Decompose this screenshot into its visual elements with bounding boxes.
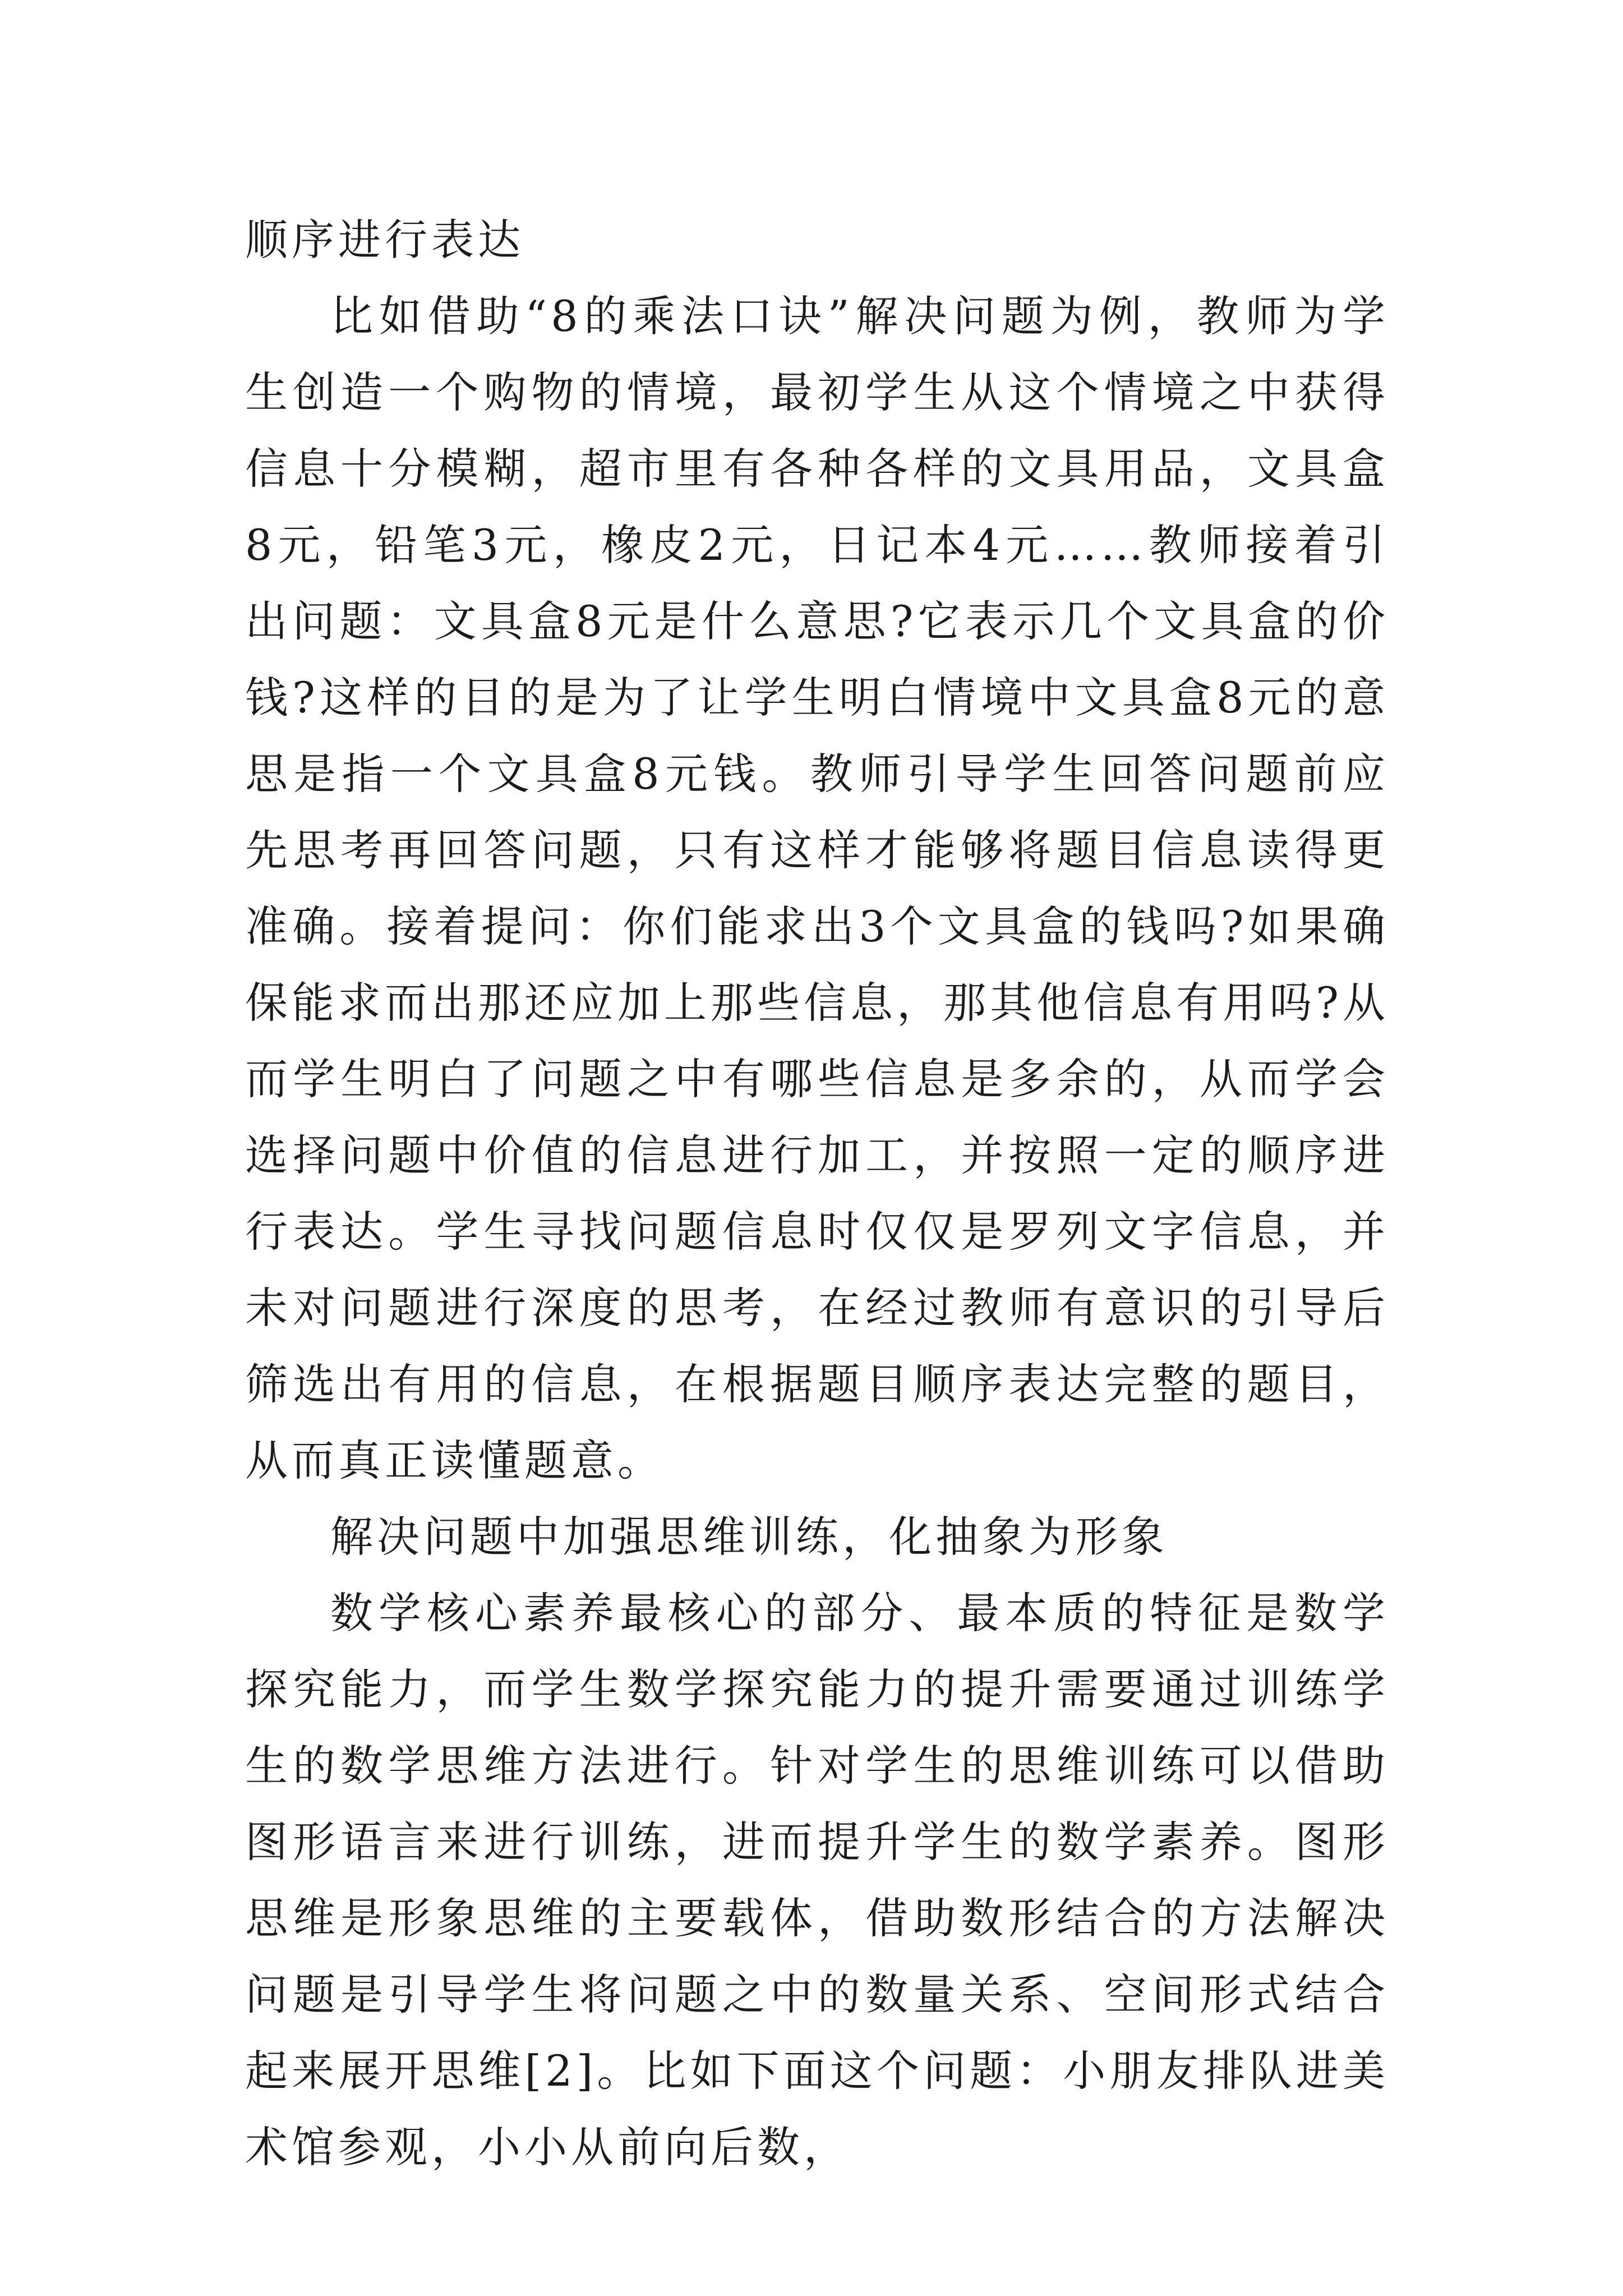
body-text	[245, 202, 1389, 2185]
paragraph-core-literacy: 数学核心素养最核心的部分、最本质的特征是数学探究能力，而学生数学探究能力的提升需要通过训练学生的数学思维方法进行。针对学生的思维训练可以借助图形语言来进行训练，进而提升学生的数学素养。图形思维是形象思维的主要载体，借助数形结合的方法解决问题是引导学生将问题之中的数量关系、空间形式结合起来展开思维[2]。比如下面这个问题：小朋友排队进美术馆参观，小小从前向后数，	[245, 1588, 1389, 2172]
section-heading: 解决问题中加强思维训练，化抽象为形象	[330, 1512, 1168, 1562]
paragraph-example: 比如借助“8的乘法口诀”解决问题为例，教师为学生创造一个购物的情境，最初学生从这个情境之中获得信息十分模糊，超市里有各种各样的文具用品，文具盒8元，铅笔3元，橡皮2元，日记本4元……教师接着引出问题：文具盒8元是什么意思?它表示几个文具盒的价钱?这样的目的是为了让学生明白情境中文具盒8元的意思是指一个文具盒8元钱。教师引导学生回答问题前应先思考再回答问题，只有这样才能够将题目信息读得更准确。接着提问：你们能求出3个文具盒的钱吗?如果确保能求而出那还应加上那些信息，那其他信息有用吗?从而学生明白了问题之中有哪些信息是多余的，从而学会选择问题中价值的信息进行加工，并按照一定的顺序进行表达。学生寻找问题信息时仅仅是罗列文字信息，并未对问题进行深度的思考，在经过教师有意识的引导后筛选出有用的信息，在根据题目顺序表达完整的题目，从而真正读懂题意。	[245, 291, 1389, 1485]
paragraph-continuation: 顺序进行表达	[245, 215, 524, 265]
